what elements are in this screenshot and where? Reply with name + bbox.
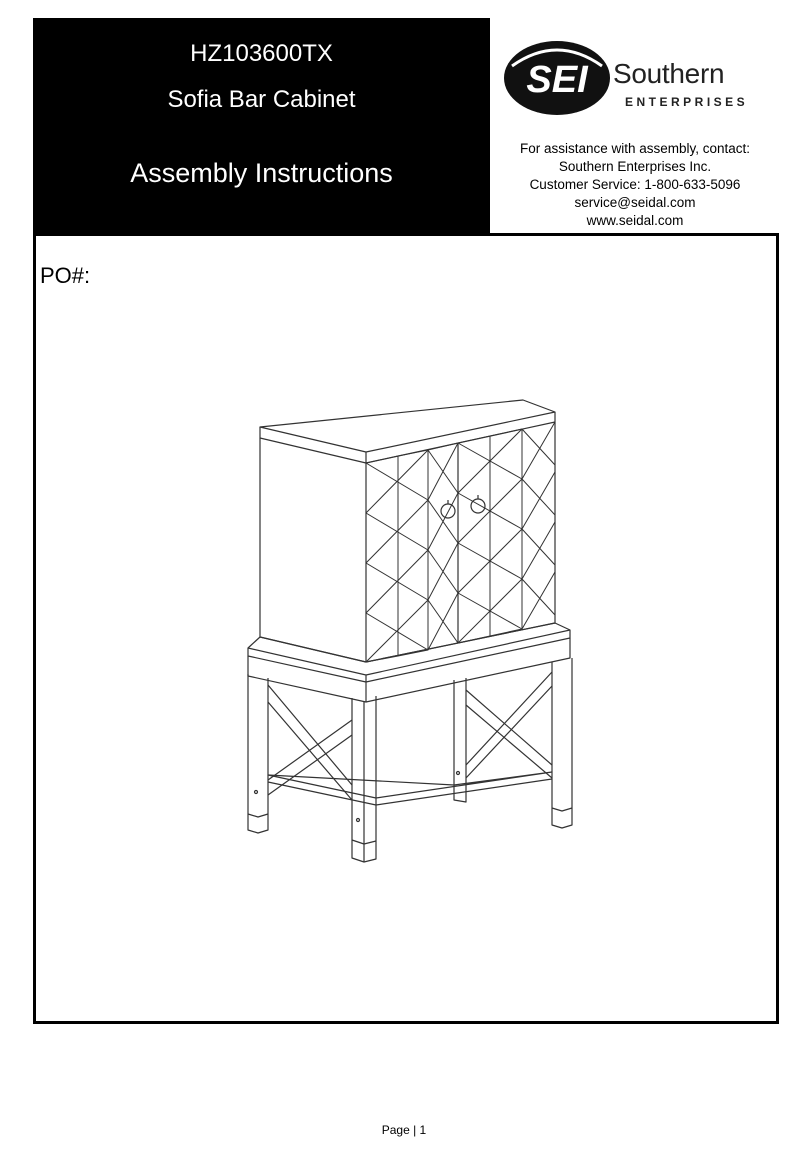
brand-subtitle: ENTERPRISES: [625, 95, 749, 109]
model-number: HZ103600TX: [190, 40, 333, 67]
logo-mark-text: SEI: [526, 59, 588, 101]
product-name: Sofia Bar Cabinet: [167, 86, 356, 113]
contact-email: service@seidal.com: [574, 195, 696, 210]
page-number: Page | 1: [381, 1123, 427, 1137]
bar-cabinet-line-drawing-icon: [240, 380, 580, 890]
contact-website: www.seidal.com: [586, 213, 684, 228]
brand-name: Southern: [613, 58, 725, 89]
contact-line: Southern Enterprises Inc.: [558, 159, 712, 174]
contact-line: For assistance with assembly, contact:: [519, 141, 751, 156]
document-type: Assembly Instructions: [130, 158, 393, 188]
title-block: [33, 18, 490, 233]
po-label: PO#:: [40, 263, 91, 288]
contact-info: [495, 140, 775, 230]
contact-line: Customer Service: 1-800-633-5096: [529, 177, 741, 192]
